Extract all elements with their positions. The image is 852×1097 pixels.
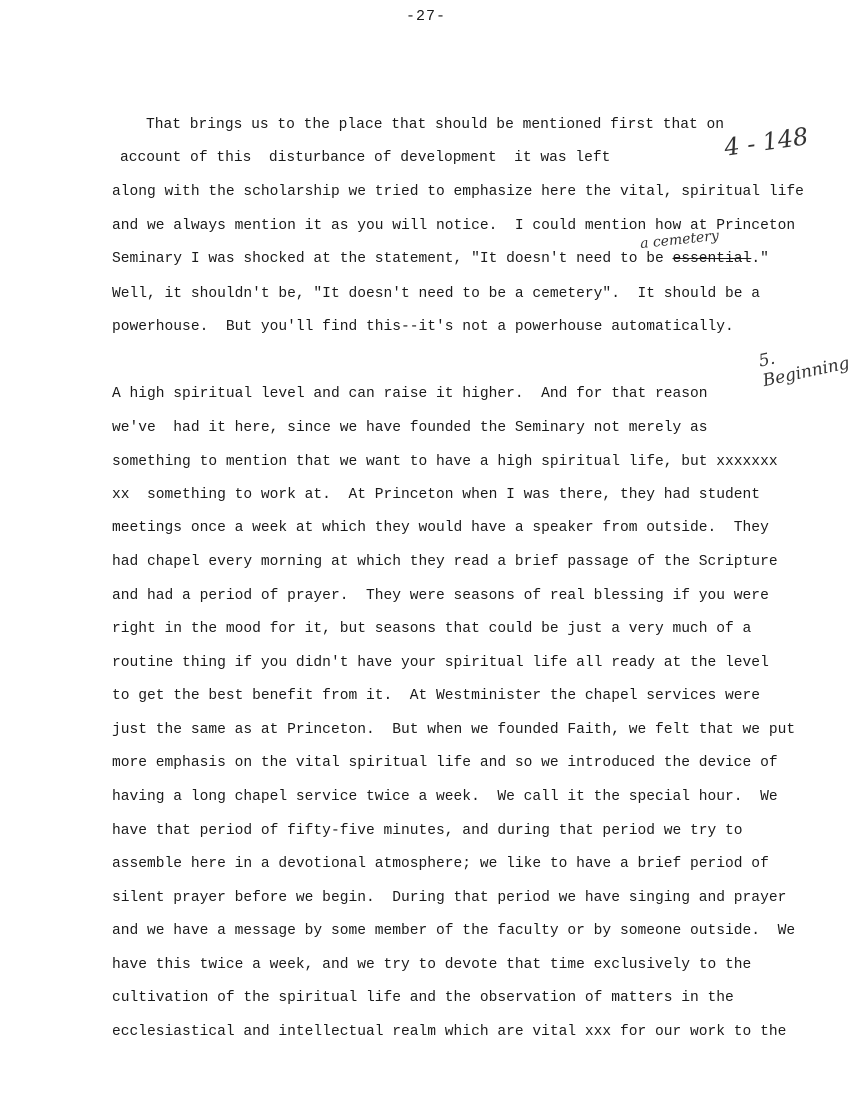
text-line: more emphasis on the vital spiritual life and so we introduced the device of [112, 755, 778, 771]
text-segment: Seminary I was shocked at the statement, "It doesn't need to be [112, 251, 673, 267]
text-line: have this twice a week, and we try to devote that time exclusively to the [112, 957, 752, 973]
text-line: had chapel every morning at which they read a brief passage of the Scripture [112, 554, 778, 570]
text-line: something to mention that we want to have a high spiritual life, but xxxxxxx [112, 454, 778, 470]
page-number: -27- [405, 8, 446, 25]
text-line: having a long chapel service twice a week. We call it the special hour. We [112, 789, 778, 805]
text-line: Well, it shouldn't be, "It doesn't need to be a cemetery". It should be a [112, 286, 761, 302]
text-line: have that period of fifty-five minutes, and during that period we try to [112, 823, 743, 839]
handwritten-insertion: a cemetery [639, 227, 720, 253]
struck-word: essential [672, 251, 752, 267]
text-line: xx something to work at. At Princeton when I was there, they had student [112, 487, 761, 503]
text-line: and had a period of prayer. They were seasons of real blessing if you were [112, 588, 769, 604]
text-line: and we always mention it as you will notice. I could mention how at Princeton [112, 218, 796, 234]
text-line: A high spiritual level and can raise it higher. And for that reason [112, 386, 708, 402]
text-line: meetings once a week at which they would have a speaker from outside. They [112, 520, 769, 536]
text-line: routine thing if you didn't have your spiritual life all ready at the level [112, 655, 769, 671]
text-line: powerhouse. But you'll find this--it's not a powerhouse automatically. [112, 319, 734, 335]
text-segment: ." [751, 251, 769, 267]
text-line: silent prayer before we begin. During that period we have singing and prayer [112, 890, 787, 906]
text-line: ecclesiastical and intellectual realm which are vital xxx for our work to the [112, 1024, 787, 1040]
text-line: assemble here in a devotional atmosphere; we like to have a brief period of [112, 856, 769, 872]
text-line: along with the scholarship we tried to emphasize here the vital, spiritual life [112, 184, 804, 200]
text-line: to get the best benefit from it. At Westminister the chapel services were [112, 688, 761, 704]
text-line-with-correction [112, 250, 769, 268]
text-line: account of this disturbance of development it was left [120, 150, 611, 166]
margin-annotation-page-ref: 4 - 148 [722, 122, 810, 162]
margin-annotation-beginning: 5. Beginning [756, 348, 852, 392]
text-line: just the same as at Princeton. But when we founded Faith, we felt that we put [112, 722, 796, 738]
text-line: right in the mood for it, but seasons that could be just a very much of a [112, 621, 752, 637]
text-line: we've had it here, since we have founded the Seminary not merely as [112, 420, 708, 436]
text-line: That brings us to the place that should be mentioned first that on [146, 117, 725, 133]
text-line: and we have a message by some member of the faculty or by someone outside. We [112, 923, 796, 939]
text-line: cultivation of the spiritual life and the observation of matters in the [112, 990, 734, 1006]
